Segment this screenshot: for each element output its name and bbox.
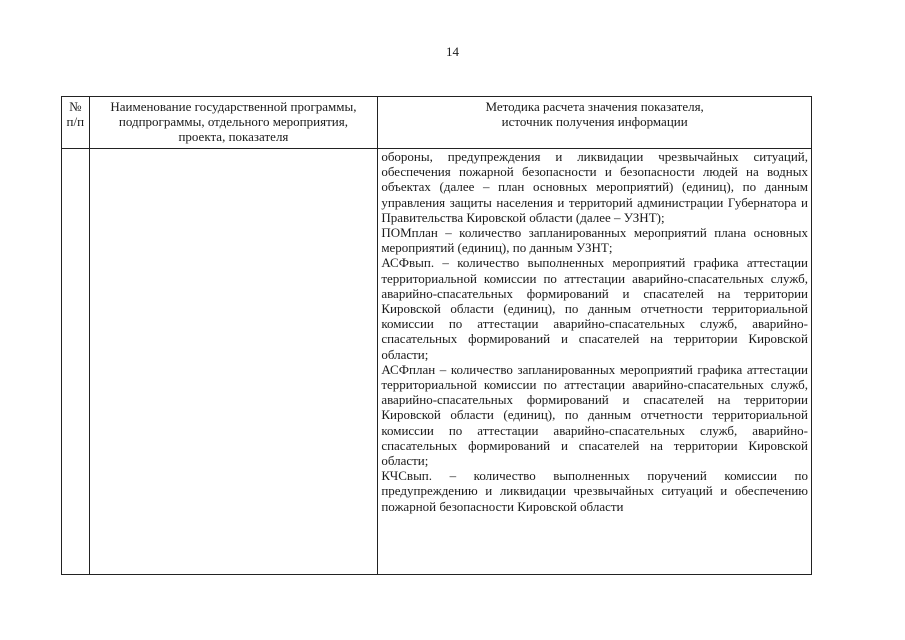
- method-paragraph: КЧСвып. – количество выполненных поручений комиссии по предупреждению и ликвидации чрезвычайных ситуаций и обеспечению пожарной безопасности Кировской области: [381, 468, 808, 514]
- header-method-line: Методика расчета значения показателя,: [485, 99, 704, 114]
- row-name-cell: [89, 149, 378, 575]
- method-paragraph: обороны, предупреждения и ликвидации чрезвычайных ситуаций, обеспечения пожарной безопасности и безопасности людей на водных объектах (далее – план основных мероприятий) (единиц), по данным управления защиты населения и территорий администрации Губернатора и Правительства Кировской области (далее – УЗНТ);: [381, 149, 808, 225]
- row-number-cell: [62, 149, 90, 575]
- method-paragraph: АСФплан – количество запланированных мероприятий графика аттестации территориальной комиссии по аттестации аварийно-спасательных служб, аварийно-спасательных формирований и спасателей на территории Кировской области (единиц), по данным отчетности территориальной комиссии по аттестации аварийно-спасательных служб, аварийно-спасательных формирований и спасателей на территории Кировской области;: [381, 361, 808, 469]
- method-paragraph: ПОМплан – количество запланированных мероприятий плана основных мероприятий (единиц), по данным УЗНТ;: [381, 225, 808, 256]
- header-number: [62, 97, 90, 149]
- method-paragraph: АСФвып. – количество выполненных мероприятий графика аттестации территориальной комиссии по аттестации аварийно-спасательных служб, аварийно-спасательных формирований и спасателей на территории Кировской области (единиц), по данным отчетности территориальной комиссии по аттестации аварийно-спасательных служб, аварийно-спасательных формирований и спасателей на территории Кировской области;: [381, 255, 808, 362]
- table-row: [62, 149, 812, 575]
- header-method: [378, 97, 812, 149]
- page-number: 14: [446, 44, 459, 59]
- indicator-methodology-table: [61, 96, 812, 575]
- header-name: [89, 97, 378, 149]
- header-number-line: №: [69, 99, 82, 114]
- header-name-line: Наименование государственной программы,: [110, 99, 357, 114]
- header-method-line: источник получения информации: [501, 114, 688, 130]
- header-name-line: проекта, показателя: [178, 129, 289, 145]
- header-number-line: п/п: [66, 114, 85, 130]
- table-header-row: [62, 97, 812, 149]
- row-method-cell: [378, 149, 812, 575]
- header-name-line: подпрограммы, отдельного мероприятия,: [118, 114, 348, 130]
